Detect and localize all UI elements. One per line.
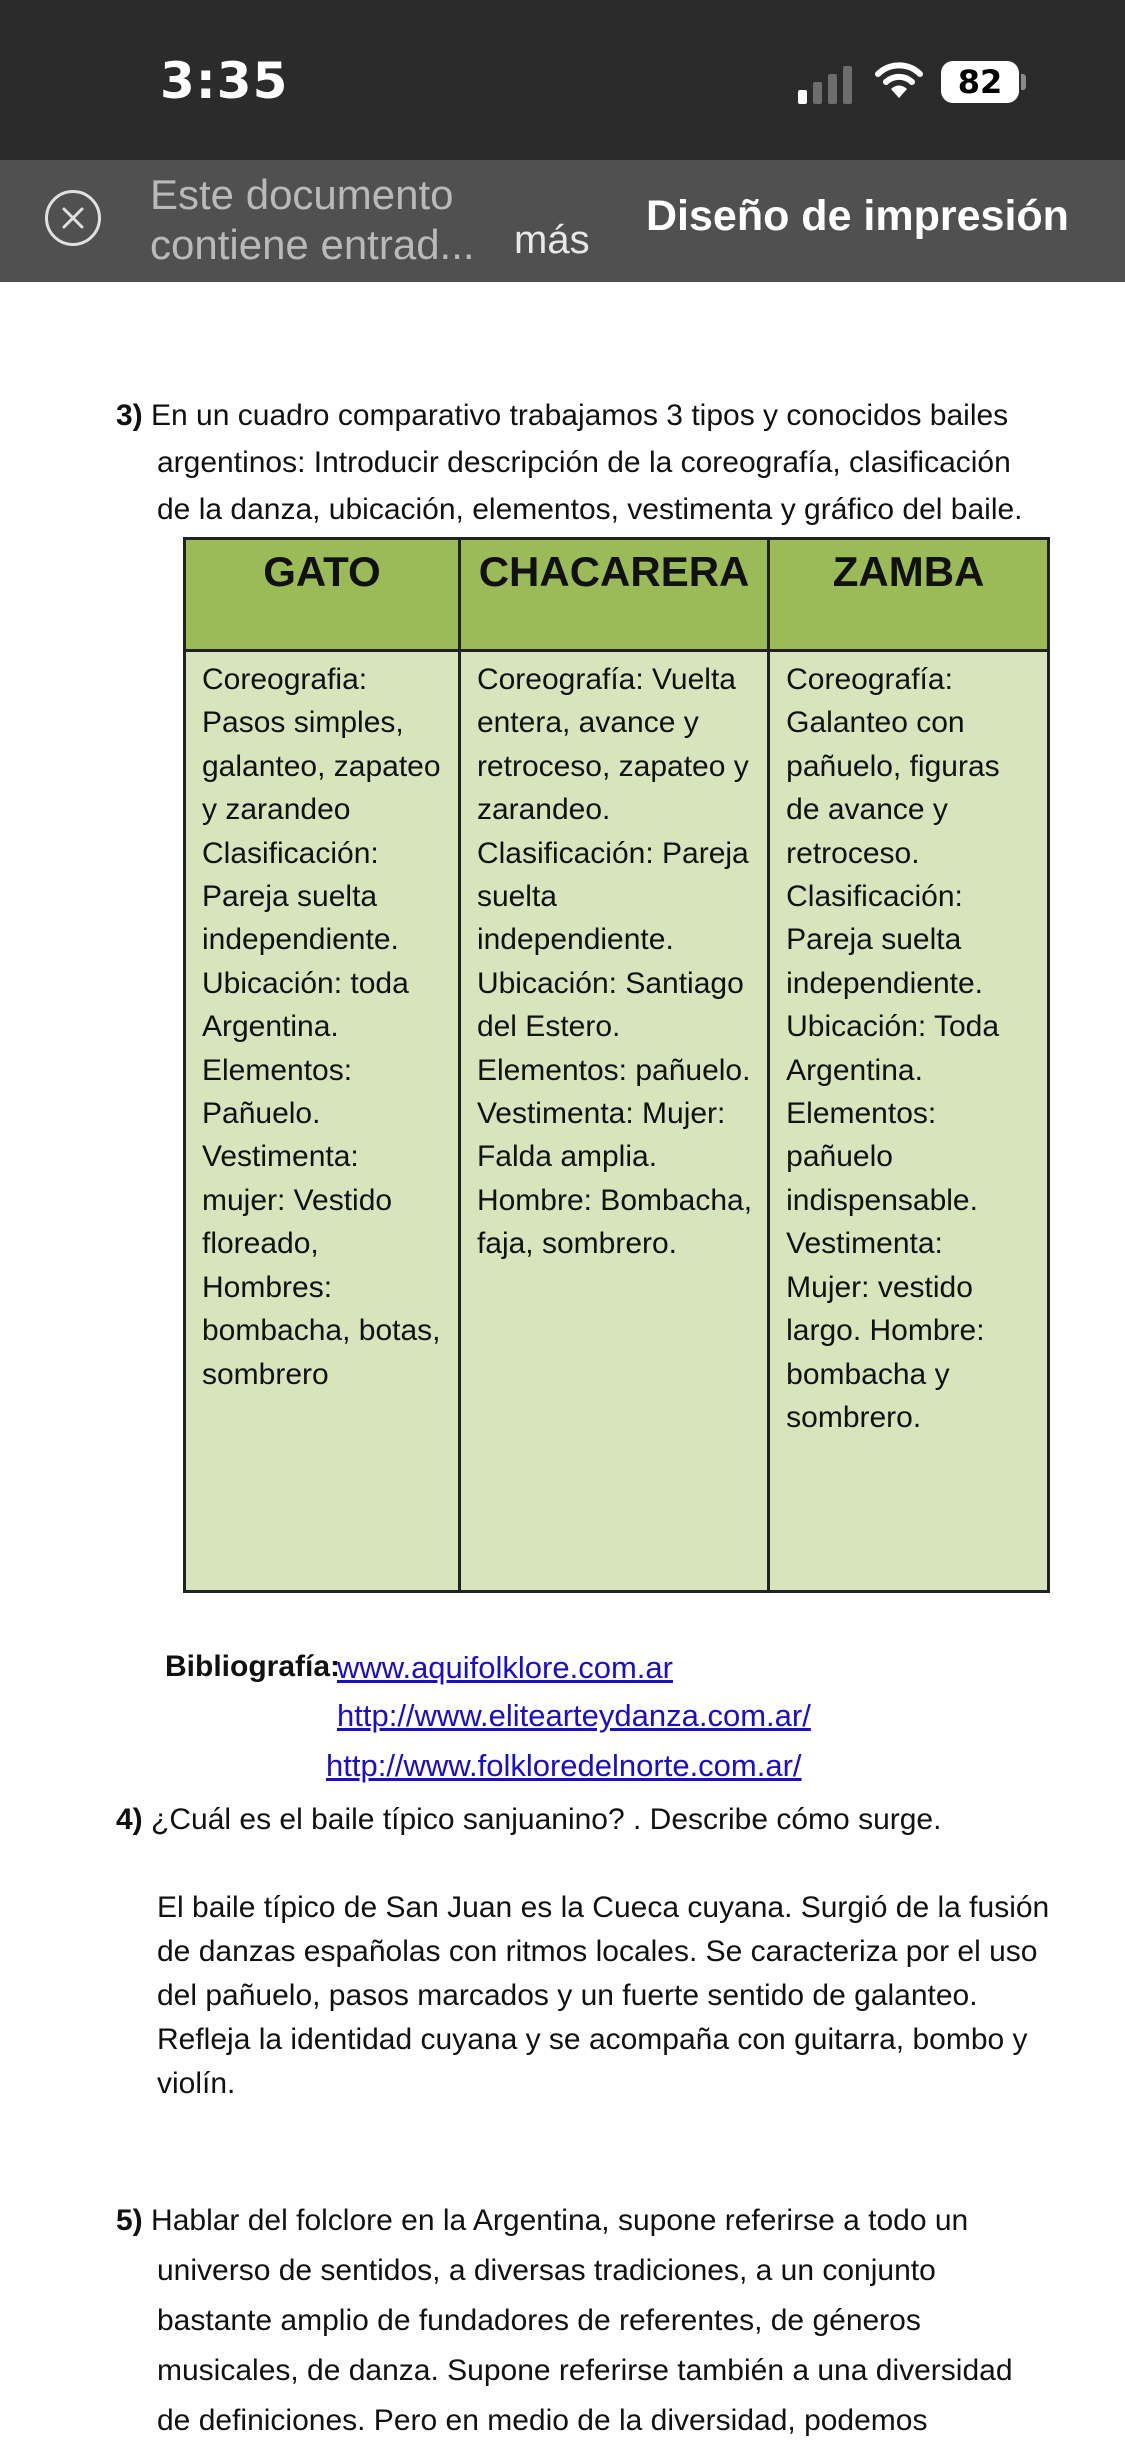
question-5-line: bastante amplio de fundadores de referentes, de géneros xyxy=(157,2304,921,2337)
cell-line: zarandeo. xyxy=(476,793,611,827)
cell-line: Elementos: xyxy=(786,1097,937,1131)
cell-line: Pareja suelta xyxy=(786,923,962,957)
cell-line: pañuelo xyxy=(786,1140,893,1174)
cell-line: largo. Hombre: xyxy=(786,1314,985,1348)
cell-line: Vestimenta: Mujer: xyxy=(476,1097,726,1131)
answer-line: El baile típico de San Juan es la Cueca cuyana. Surgió de la fusión xyxy=(157,1891,1050,1924)
table-row xyxy=(185,651,1049,1592)
bibliography-link-3[interactable]: http://www.folkloredelnorte.com.ar/ xyxy=(326,1748,802,1783)
question-5-line: musicales, de danza. Supone referirse también a una diversidad xyxy=(157,2354,1013,2387)
battery-icon: 82 xyxy=(941,61,1019,103)
answer-line: Refleja la identidad cuyana y se acompaña con guitarra, bombo y xyxy=(157,2023,1028,2056)
table-cell-zamba xyxy=(769,651,1049,1592)
table-header-zamba: ZAMBA xyxy=(769,539,1049,651)
cell-line: y zarandeo xyxy=(202,793,351,827)
question-3 xyxy=(116,392,1096,533)
cell-line: sombrero xyxy=(202,1357,329,1391)
cellular-signal-icon xyxy=(798,66,852,104)
question-5-line-1: Hablar del folclore en la Argentina, supone referirse a todo un xyxy=(151,2204,969,2237)
cell-line: indispensable. xyxy=(786,1183,978,1217)
notice-message: Este documento contiene entrad... xyxy=(150,171,475,268)
cell-line: retroceso. xyxy=(786,836,920,870)
answer-line: de danzas españolas con ritmos locales. Se caracteriza por el uso xyxy=(157,1935,1038,1968)
cell-line: Argentina. xyxy=(786,1053,923,1087)
cell-line: Ubicación: Toda xyxy=(786,1010,1000,1044)
cell-line: pañuelo, figuras xyxy=(786,749,1000,783)
question-3-line-1: En un cuadro comparativo trabajamos 3 tipos y conocidos bailes xyxy=(151,399,1009,432)
cell-line: independiente. xyxy=(786,966,983,1000)
question-3-line-3: de la danza, ubicación, elementos, vestimenta y gráfico del baile. xyxy=(157,493,1023,526)
more-link[interactable]: más xyxy=(514,218,590,262)
cell-line: Vestimenta: xyxy=(202,1140,359,1174)
question-3-number: 3) xyxy=(116,399,143,432)
wifi-icon xyxy=(874,60,924,100)
question-5-line: de definiciones. Pero en medio de la diversidad, podemos xyxy=(157,2404,928,2437)
cell-line: Argentina. xyxy=(202,1010,339,1044)
answer-line: del pañuelo, pasos marcados y un fuerte sentido de galanteo. xyxy=(157,1979,978,2012)
cell-line: Ubicación: Santiago xyxy=(476,966,744,1000)
table-cell-gato xyxy=(185,651,460,1592)
cell-line: Coreografía: xyxy=(786,663,953,696)
cell-line: Coreografia: xyxy=(202,663,368,696)
battery-tip xyxy=(1021,74,1026,90)
cell-line: Pareja suelta xyxy=(202,880,378,914)
cell-line: retroceso, zapateo y xyxy=(476,749,749,783)
cell-line: Elementos: pañuelo. xyxy=(476,1053,751,1087)
table-cell-chacarera xyxy=(459,651,768,1592)
cell-line: independiente. xyxy=(476,923,674,957)
cell-line: bombacha, botas, xyxy=(202,1314,441,1348)
cell-line: bombacha y xyxy=(786,1357,950,1391)
cell-line: Ubicación: toda xyxy=(202,966,409,1000)
comparison-table xyxy=(183,537,1050,1593)
print-layout-button[interactable]: Diseño de impresión xyxy=(646,192,1069,240)
cell-line: Vestimenta: xyxy=(786,1227,943,1261)
cell-line: mujer: Vestido xyxy=(202,1183,393,1217)
question-4 xyxy=(116,1796,1096,1843)
cell-line: Elementos: xyxy=(202,1053,353,1087)
status-time: 3:35 xyxy=(160,52,289,110)
cell-line: Falda amplia. xyxy=(476,1140,658,1174)
table-header-gato: GATO xyxy=(185,539,460,651)
question-5 xyxy=(116,2196,1096,2446)
status-bar xyxy=(0,0,1125,160)
question-4-number: 4) xyxy=(116,1803,143,1836)
cell-line: Clasificación: xyxy=(786,880,963,914)
question-5-number: 5) xyxy=(116,2204,143,2237)
bibliography-link-1[interactable]: www.aquifolklore.com.ar xyxy=(337,1650,673,1685)
question-4-text: ¿Cuál es el baile típico sanjuanino? . Describe cómo surge. xyxy=(151,1803,942,1836)
cell-line: Galanteo con xyxy=(786,706,965,740)
question-4-answer xyxy=(157,1886,1097,2106)
cell-line: Pasos simples, xyxy=(202,706,404,740)
cell-line: Mujer: vestido xyxy=(786,1270,973,1304)
question-5-line: universo de sentidos, a diversas tradiciones, a un conjunto xyxy=(157,2254,936,2287)
close-icon[interactable] xyxy=(45,190,101,246)
cell-line: faja, sombrero. xyxy=(476,1227,678,1261)
cell-line: Hombre: Bombacha, xyxy=(476,1183,753,1217)
cell-line: de avance y xyxy=(786,793,948,827)
cell-line: Clasificación: Pareja xyxy=(476,836,749,870)
cell-line: galanteo, zapateo xyxy=(202,749,441,783)
question-3-line-2: argentinos: Introducir descripción de la coreografía, clasificación xyxy=(157,446,1011,479)
answer-line: violín. xyxy=(157,2067,236,2100)
bibliography-label: Bibliografía: xyxy=(165,1650,341,1683)
cell-line: Pañuelo. xyxy=(202,1097,321,1131)
cell-line: sombrero. xyxy=(786,1400,922,1434)
cell-line: floreado, xyxy=(202,1227,319,1261)
table-header-row xyxy=(185,539,1049,651)
cell-line: entera, avance y xyxy=(476,706,699,740)
cell-line: independiente. xyxy=(202,923,399,957)
cell-line: Clasificación: xyxy=(202,836,379,870)
cell-line: del Estero. xyxy=(476,1010,621,1044)
bibliography-link-2[interactable]: http://www.elitearteydanza.com.ar/ xyxy=(337,1698,811,1733)
cell-line: suelta xyxy=(476,880,557,914)
cell-line: Coreografía: Vuelta xyxy=(476,663,736,696)
cell-line: Hombres: xyxy=(202,1270,333,1304)
table-header-chacarera: CHACARERA xyxy=(459,539,768,651)
